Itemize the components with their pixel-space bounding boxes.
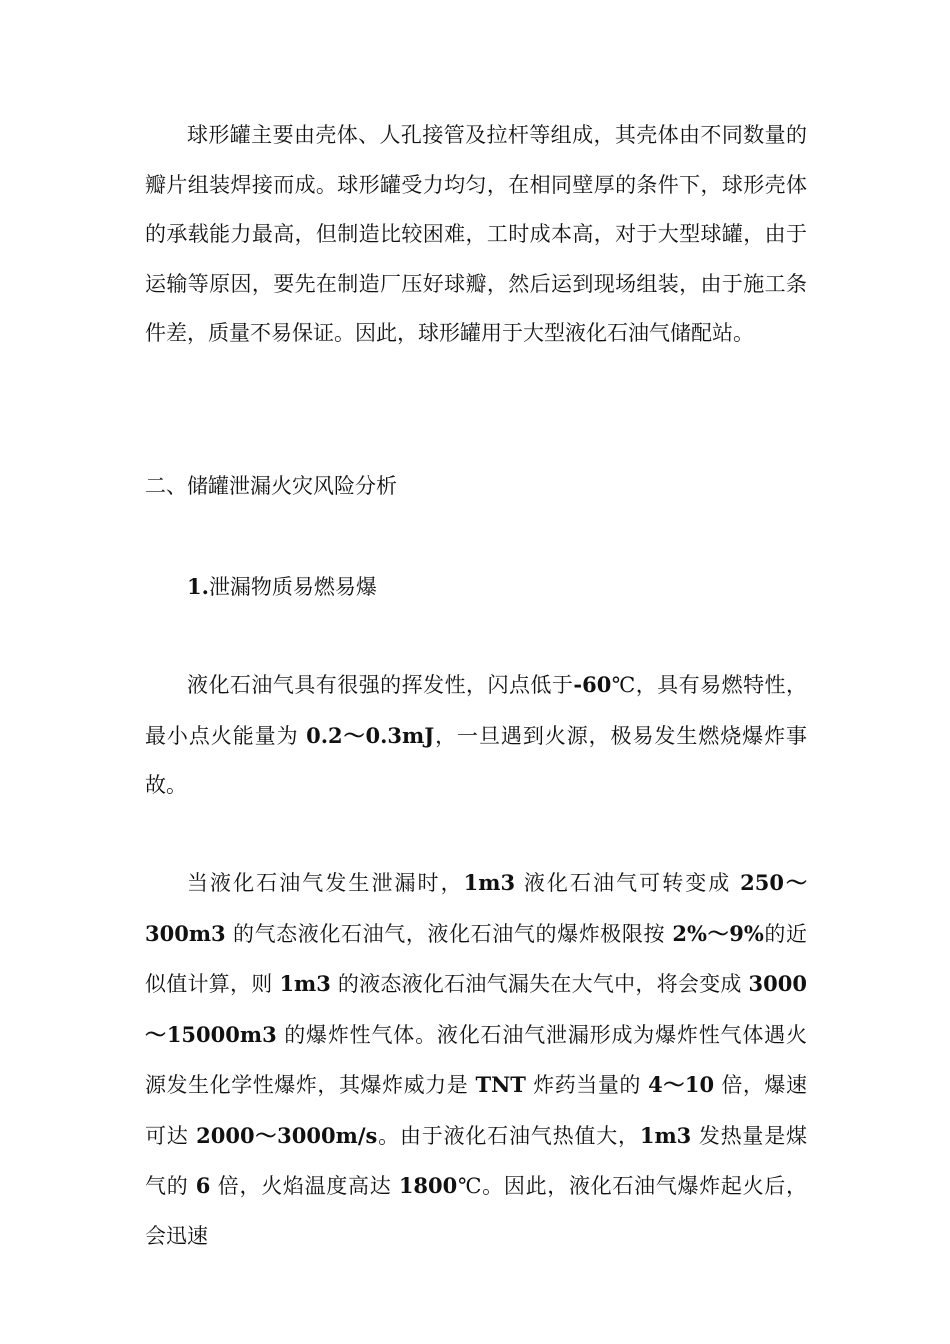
text-run: 的气态液化石油气，液化石油气的爆炸极限按: [225, 921, 673, 946]
value-flash-point: -60: [573, 672, 612, 697]
text-run: 。由于液化石油气热值大，: [377, 1123, 640, 1148]
paragraph-spherical-tank: 球形罐主要由壳体、人孔接管及拉杆等组成，其壳体由不同数量的瓣片组装焊接而成。球形罐受力均匀，在相同壁厚的条件下，球形壳体的承载能力最高，但制造比较困难，工时成本高，对于大型球罐，由于运输等原因，要先在制造厂压好球瓣，然后运到现场组装，由于施工条件差，质量不易保证。因此，球形罐用于大型液化石油气储配站。: [145, 123, 807, 345]
text-run: 倍，爆速可达: [145, 1073, 807, 1148]
text-run: 的近似值计算，则: [145, 921, 807, 996]
value-heat-multiple: 6: [195, 1173, 211, 1198]
text-run: ，一旦遇到火源，极易发生燃烧爆炸事故。: [145, 723, 807, 797]
subsection-heading: [145, 562, 807, 613]
text-run: ℃。因此，液化石油气爆炸起火后，会迅速: [145, 1174, 807, 1248]
value-detonation-speed: 2000～3000m/s: [196, 1122, 378, 1148]
value-flame-temp: 1800: [398, 1173, 458, 1198]
text-run: 的液态液化石油气漏失在大气中，将会变成: [330, 972, 749, 996]
text-run: 液化石油气具有很强的挥发性，闪点低于: [187, 673, 574, 697]
text-run: 的爆炸性气体。液化石油气泄漏形成为爆炸性气体遇火源发生化学性爆炸，其爆炸威力是: [145, 1022, 807, 1097]
value-explosive-gas: 3000～15000m3: [145, 971, 807, 1047]
text-run: 液化石油气可转变成: [515, 871, 741, 895]
value-ignition-energy: 0.2～0.3mJ: [306, 722, 435, 748]
section-heading: 二、储罐泄漏火灾风险分析: [145, 474, 397, 498]
text-run: 倍，火焰温度高达: [210, 1174, 399, 1198]
text-run: 发热量是煤气的: [145, 1123, 808, 1198]
paragraph-flammability: [145, 660, 807, 811]
value-tnt: TNT: [475, 1072, 526, 1097]
text-run: 炸药当量的: [525, 1073, 649, 1097]
text-run: 当液化石油气发生泄漏时，: [187, 871, 464, 895]
value-volume: 1m3: [639, 1122, 692, 1148]
value-gas-volume: 250～300m3: [145, 870, 807, 946]
subsection-number: 1.: [187, 574, 209, 599]
subsection-title: 泄漏物质易燃易爆: [208, 575, 377, 599]
value-volume: 1m3: [463, 870, 516, 895]
value-explosion-limit: 2%～9%: [672, 920, 764, 946]
text-run: ℃，具有易燃特性，最小点火能量为: [145, 673, 808, 748]
paragraph-explosion: [145, 858, 807, 1261]
value-volume: 1m3: [279, 971, 331, 996]
value-tnt-multiple: 4～10: [648, 1072, 715, 1097]
